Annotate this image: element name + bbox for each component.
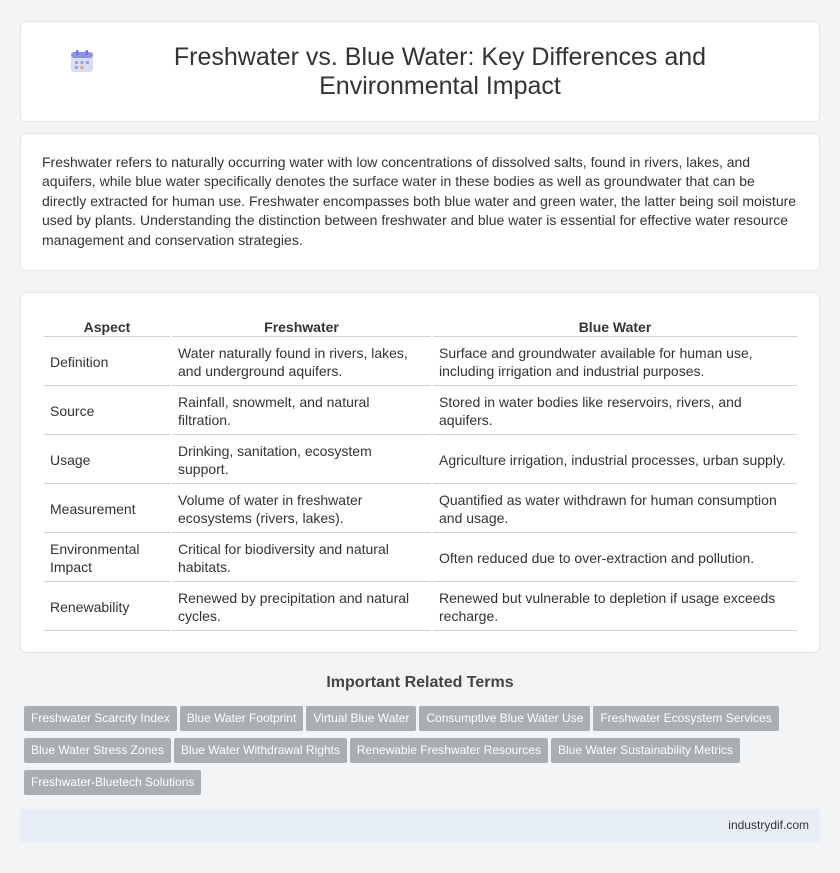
aspect-cell: Environmental Impact bbox=[44, 535, 170, 582]
related-term-tag[interactable]: Freshwater Ecosystem Services bbox=[593, 706, 778, 731]
related-term-tag[interactable]: Virtual Blue Water bbox=[306, 706, 416, 731]
aspect-cell: Measurement bbox=[44, 486, 170, 533]
header-freshwater: Freshwater bbox=[172, 317, 431, 337]
related-terms-title: Important Related Terms bbox=[326, 674, 514, 691]
freshwater-cell: Rainfall, snowmelt, and natural filtration. bbox=[172, 388, 431, 435]
freshwater-cell: Critical for biodiversity and natural habitats. bbox=[172, 535, 431, 582]
blue-water-cell: Stored in water bodies like reservoirs, rivers, and aquifers. bbox=[433, 388, 797, 435]
intro-paragraph: Freshwater refers to naturally occurring water with low concentrations of dissolved salts, found in rivers, lakes, and aquifers, while blue water specifically denotes the surface water in these bodies as well as groundwater that can be directly extracted for human use. Freshwater encompasses both blue water and green water, the latter being soil moisture used by plants. Understanding the distinction between freshwater and blue water is essential for effective water resource management and conservation strategies. bbox=[42, 154, 797, 248]
page-title: Freshwater vs. Blue Water: Key Differences and Environmental Impact bbox=[173, 42, 707, 100]
table-row bbox=[44, 437, 797, 484]
aspect-cell: Definition bbox=[44, 339, 170, 386]
header-blue-water: Blue Water bbox=[433, 317, 797, 337]
header-aspect: Aspect bbox=[44, 317, 170, 337]
comparison-table-card bbox=[20, 292, 820, 653]
table-row bbox=[44, 535, 797, 582]
table-row bbox=[44, 339, 797, 386]
table-row bbox=[44, 584, 797, 631]
blue-water-cell: Quantified as water withdrawn for human consumption and usage. bbox=[433, 486, 797, 533]
aspect-cell: Source bbox=[44, 388, 170, 435]
table-row bbox=[44, 388, 797, 435]
related-term-tag[interactable]: Consumptive Blue Water Use bbox=[419, 706, 590, 731]
blue-water-cell: Renewed but vulnerable to depletion if usage exceeds recharge. bbox=[433, 584, 797, 631]
freshwater-cell: Volume of water in freshwater ecosystems (rivers, lakes). bbox=[172, 486, 431, 533]
freshwater-cell: Water naturally found in rivers, lakes, and underground aquifers. bbox=[172, 339, 431, 386]
comparison-table bbox=[42, 315, 799, 633]
table-row bbox=[44, 486, 797, 533]
freshwater-cell: Drinking, sanitation, ecosystem support. bbox=[172, 437, 431, 484]
related-terms-list bbox=[24, 706, 824, 802]
related-term-tag[interactable]: Blue Water Stress Zones bbox=[24, 738, 171, 763]
blue-water-cell: Agriculture irrigation, industrial processes, urban supply. bbox=[433, 437, 797, 484]
related-term-tag[interactable]: Freshwater Scarcity Index bbox=[24, 706, 177, 731]
related-term-tag[interactable]: Blue Water Footprint bbox=[180, 706, 304, 731]
blue-water-cell: Surface and groundwater available for human use, including irrigation and industrial purposes. bbox=[433, 339, 797, 386]
freshwater-cell: Renewed by precipitation and natural cycles. bbox=[172, 584, 431, 631]
title-card bbox=[20, 21, 820, 122]
blue-water-cell: Often reduced due to over-extraction and pollution. bbox=[433, 535, 797, 582]
footer-site-link[interactable]: industrydif.com bbox=[728, 818, 809, 832]
intro-card bbox=[20, 133, 820, 271]
aspect-cell: Usage bbox=[44, 437, 170, 484]
related-term-tag[interactable]: Blue Water Sustainability Metrics bbox=[551, 738, 740, 763]
aspect-cell: Renewability bbox=[44, 584, 170, 631]
related-term-tag[interactable]: Renewable Freshwater Resources bbox=[350, 738, 548, 763]
related-term-tag[interactable]: Blue Water Withdrawal Rights bbox=[174, 738, 347, 763]
related-term-tag[interactable]: Freshwater-Bluetech Solutions bbox=[24, 770, 201, 795]
table-header-row bbox=[44, 317, 797, 337]
footer bbox=[20, 809, 820, 842]
